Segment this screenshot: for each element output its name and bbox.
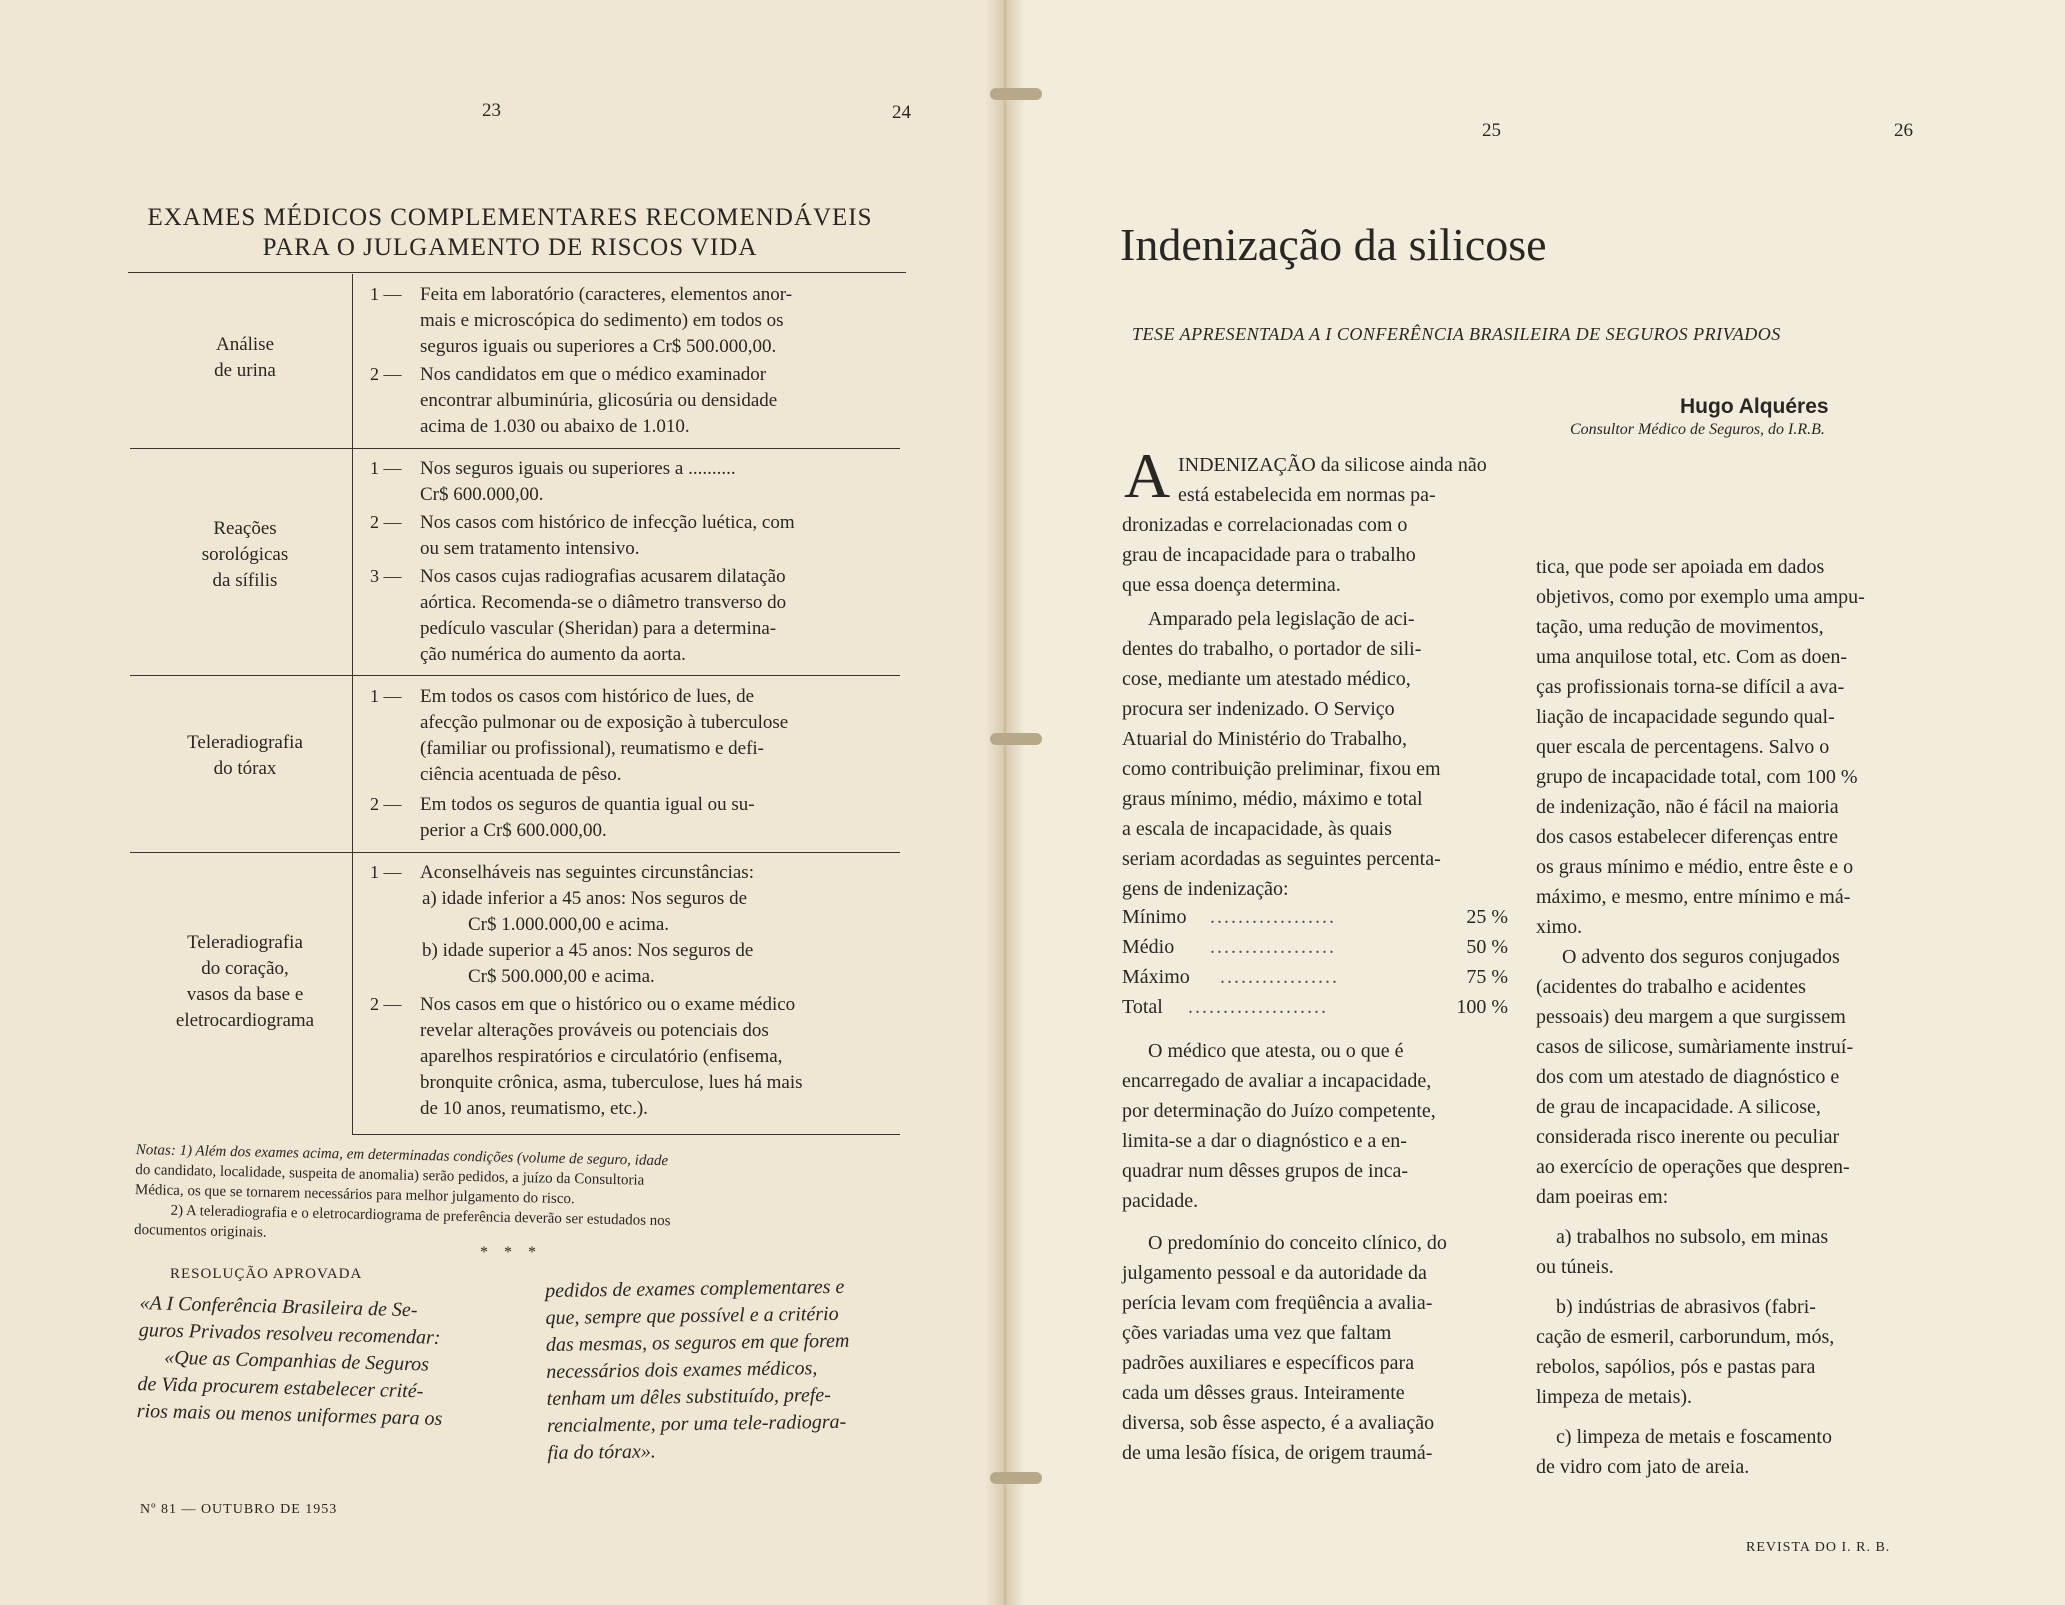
item-line: Feita em laboratório (caracteres, elementos anor-	[420, 284, 793, 305]
table-divider	[352, 274, 353, 1134]
item-text	[420, 684, 900, 788]
text-line: INDENIZAÇÃO da silicose ainda não	[1178, 454, 1487, 476]
binding-stitch	[990, 1472, 1042, 1484]
item-line: Nos candidatos em que o médico examinador	[420, 364, 767, 385]
scale-value: 25 %	[1466, 906, 1508, 928]
text-line: que essa doença determina.	[1122, 574, 1341, 596]
item-line: Nos casos em que o histórico ou o exame médico	[420, 994, 796, 1015]
item-number: 1 —	[370, 686, 402, 706]
text-line: procura ser indenizado. O Serviço	[1122, 698, 1395, 720]
resolution-line: «Que as Companhias de Seguros	[163, 1346, 430, 1376]
text-line: Atuarial do Ministério do Trabalho,	[1122, 728, 1407, 750]
text-line: cação de esmeril, carborundum, mós,	[1536, 1326, 1835, 1348]
text-line: dentes do trabalho, o portador de sili-	[1122, 638, 1422, 660]
text-line: limita-se a dar o diagnóstico e a en-	[1122, 1130, 1407, 1152]
item-line: bronquite crônica, asma, tuberculose, lues há mais	[420, 1072, 803, 1093]
item-number: 2 —	[370, 794, 402, 814]
item-line: revelar alterações prováveis ou potenciais dos	[420, 1020, 769, 1041]
text-line: pacidade.	[1122, 1190, 1199, 1212]
item-line: Cr$ 600.000,00.	[420, 484, 544, 505]
text-line: rebolos, sapólios, pós e pastas para	[1536, 1356, 1816, 1378]
author-name: Hugo Alquéres	[1680, 395, 1829, 418]
text-line: pessoais) deu margem a que surgissem	[1536, 1006, 1846, 1028]
item-number: 3 —	[370, 566, 402, 586]
author-role: Consultor Médico de Seguros, do I.R.B.	[1570, 421, 1825, 438]
item-line: a) idade inferior a 45 anos: Nos seguros de	[422, 888, 748, 909]
binding-stitch	[990, 88, 1042, 100]
item-text	[420, 510, 900, 562]
text-line: considerada risco inerente ou peculiar	[1536, 1126, 1840, 1148]
item-line: Em todos os seguros de quantia igual ou su-	[420, 794, 755, 815]
text-line: de vidro com jato de areia.	[1536, 1456, 1750, 1478]
scale-label: Mínimo	[1122, 906, 1187, 928]
drop-cap: A	[1124, 440, 1171, 511]
resolution-line: de Vida procurem estabelecer crité-	[137, 1372, 424, 1403]
resolution-line: das mesmas, os seguros em que forem	[545, 1329, 850, 1356]
item-text	[420, 564, 900, 668]
resolution-line: que, sempre que possível e a critério	[545, 1302, 839, 1329]
right-footer: REVISTA DO I. R. B.	[1746, 1540, 1891, 1555]
text-line: limpeza de metais).	[1536, 1386, 1693, 1408]
label-line: sorológicas	[201, 544, 289, 565]
row-label-syphilis	[150, 516, 340, 594]
item-line: b) idade superior a 45 anos: Nos seguros de	[422, 940, 754, 961]
resolution-line: rios mais ou menos uniformes para os	[136, 1399, 443, 1430]
section-rule	[130, 448, 900, 449]
text-line: de uma lesão física, de origem traumá-	[1122, 1442, 1433, 1464]
text-line: objetivos, como por exemplo uma ampu-	[1536, 586, 1865, 608]
left-heading-line1: EXAMES MÉDICOS COMPLEMENTARES RECOMENDÁVEIS	[147, 204, 873, 231]
table-top-rule	[128, 272, 906, 273]
text-line: cose, mediante um atestado médico,	[1122, 668, 1411, 690]
note-line: do candidato, localidade, suspeita de anomalia) serão pedidos, a juízo da Consultoria	[135, 1161, 645, 1189]
row-label-chest-xray	[150, 730, 340, 782]
item-text	[420, 362, 900, 440]
label-line: do coração,	[201, 958, 289, 979]
item-line: ciência acentuada de pêso.	[420, 764, 622, 785]
text-line: b) indústrias de abrasivos (fabri-	[1556, 1296, 1816, 1318]
item-number: 2 —	[370, 994, 402, 1014]
page-number: 23	[482, 100, 501, 121]
item-number: 2 —	[370, 512, 402, 532]
text-line: Amparado pela legislação de aci-	[1148, 608, 1415, 630]
label-line: Teleradiografia	[187, 932, 303, 953]
resolution-heading: RESOLUÇÃO APROVADA	[170, 1266, 363, 1282]
item-line: afecção pulmonar ou de exposição à tuberculose	[420, 712, 789, 733]
text-line: quadrar num dêsses grupos de inca-	[1122, 1160, 1409, 1182]
item-line: Nos seguros iguais ou superiores a ..........	[420, 458, 736, 479]
scale-row	[1122, 906, 1508, 929]
item-text	[420, 282, 900, 360]
item-line: (familiar ou profissional), reumatismo e defi-	[420, 738, 765, 759]
scale-value: 50 %	[1466, 936, 1508, 958]
item-line: de 10 anos, reumatismo, etc.).	[420, 1098, 648, 1119]
scale-value: 100 %	[1456, 996, 1508, 1018]
note-line: documentos originais.	[133, 1221, 267, 1241]
label-line: de urina	[214, 360, 276, 381]
resolution-line: «A I Conferência Brasileira de Se-	[139, 1291, 418, 1322]
col1-body	[1122, 510, 1508, 904]
item-line: Em todos os casos com histórico de lues, de	[420, 686, 755, 707]
col1-continued	[1122, 1036, 1508, 1468]
text-line: está estabelecida em normas pa-	[1178, 484, 1436, 506]
label-line: vasos da base e	[186, 984, 304, 1005]
text-line: encarregado de avaliar a incapacidade,	[1122, 1070, 1432, 1092]
table-bottom-rule	[352, 1134, 900, 1135]
label-line: da sífilis	[212, 570, 278, 591]
text-line: liação de incapacidade segundo qual-	[1536, 706, 1835, 728]
binding-gutter	[985, 0, 1025, 1605]
item-line: mais e microscópica do sedimento) em todos os	[420, 310, 784, 331]
section-rule	[130, 852, 900, 853]
text-line: a escala de incapacidade, às quais	[1122, 818, 1392, 840]
text-line: grupo de incapacidade total, com 100 %	[1536, 766, 1858, 788]
scale-label: Médio	[1122, 936, 1175, 958]
text-line: ximo.	[1536, 916, 1583, 938]
item-text	[420, 456, 900, 508]
item-line: Nos casos com histórico de infecção luética, com	[420, 512, 795, 533]
text-line: máximo, e mesmo, entre mínimo e má-	[1536, 886, 1851, 908]
item-number: 2 —	[370, 364, 402, 384]
row-label-urine	[150, 332, 340, 384]
item-number: 1 —	[370, 284, 402, 304]
item-line: Cr$ 500.000,00 e acima.	[468, 966, 655, 987]
resolution-col2	[545, 1273, 908, 1467]
text-line: casos de silicose, sumàriamente instruí-	[1536, 1036, 1854, 1058]
text-line: dam poeiras em:	[1536, 1186, 1669, 1208]
item-line: ção numérica do aumento da aorta.	[420, 644, 686, 665]
item-line: encontrar albuminúria, glicosúria ou densidade	[420, 390, 778, 411]
text-line: por determinação do Juízo competente,	[1122, 1100, 1436, 1122]
text-line: dos com um atestado de diagnóstico e	[1536, 1066, 1840, 1088]
notes	[134, 1140, 906, 1256]
section-stars: * * *	[480, 1244, 542, 1261]
resolution-line: fia do tórax».	[547, 1440, 656, 1464]
item-number: 1 —	[370, 862, 402, 882]
left-heading-line2: PARA O JULGAMENTO DE RISCOS VIDA	[262, 234, 758, 261]
leader-dots: ..................	[1210, 936, 1336, 958]
label-line: eletrocardiograma	[175, 1010, 315, 1031]
text-line: ou túneis.	[1536, 1256, 1614, 1278]
page-number: 26	[1894, 120, 1913, 141]
note-line: Notas: 1) Além dos exames acima, em determinadas condições (volume de seguro, idade	[135, 1141, 669, 1170]
section-rule	[130, 675, 900, 676]
article-subtitle: TESE APRESENTADA A I CONFERÊNCIA BRASILEIRA DE SEGUROS PRIVADOS	[1132, 324, 1781, 344]
text-line: (acidentes do trabalho e acidentes	[1536, 976, 1806, 998]
resolution-line: tenham um dêles substituído, prefe-	[546, 1384, 832, 1410]
col1-intro	[1178, 450, 1508, 510]
text-line: quer escala de percentagens. Salvo o	[1536, 736, 1830, 758]
label-line: Reações	[213, 518, 277, 539]
note-line: 2) A teleradiografia e o eletrocardiograma de preferência deverão ser estudados nos	[170, 1202, 671, 1230]
label-line: Teleradiografia	[187, 732, 303, 753]
text-line: grau de incapacidade para o trabalho	[1122, 544, 1416, 566]
text-line: O médico que atesta, ou o que é	[1148, 1040, 1404, 1062]
text-line: padrões auxiliares e específicos para	[1122, 1352, 1415, 1374]
text-line: de grau de incapacidade. A silicose,	[1536, 1096, 1821, 1118]
text-line: a) trabalhos no subsolo, em minas	[1556, 1226, 1829, 1248]
item-line: pedículo vascular (Sheridan) para a determina-	[420, 618, 777, 639]
resolution-line: guros Privados resolveu recomendar:	[138, 1318, 441, 1349]
resolution-line: necessários dois exames médicos,	[546, 1357, 818, 1383]
scale-label: Total	[1122, 996, 1163, 1018]
article-title: Indenização da silicose	[1120, 219, 1547, 270]
item-text	[420, 792, 900, 844]
text-line: como contribuição preliminar, fixou em	[1122, 758, 1441, 780]
text-line: perícia levam com freqüência a avalia-	[1122, 1292, 1433, 1314]
text-line: tica, que pode ser apoiada em dados	[1536, 556, 1825, 578]
resolution-col1	[136, 1290, 499, 1434]
text-line: uma anquilose total, etc. Com as doen-	[1536, 646, 1848, 668]
text-line: os graus mínimo e médio, entre êste e o	[1536, 856, 1854, 878]
scale-label: Máximo	[1122, 966, 1190, 988]
row-label-heart-xray	[140, 930, 350, 1034]
scale-row	[1122, 966, 1508, 989]
scale-row	[1122, 936, 1508, 959]
text-line: cada um dêsses graus. Inteiramente	[1122, 1382, 1405, 1404]
text-line: seriam acordadas as seguintes percenta-	[1122, 848, 1441, 870]
col2-body	[1536, 552, 1922, 1482]
text-line: tação, uma redução de movimentos,	[1536, 616, 1824, 638]
leader-dots: ..................	[1210, 906, 1336, 928]
text-line: ções variadas uma vez que faltam	[1122, 1322, 1392, 1344]
item-line: Nos casos cujas radiografias acusarem dilatação	[420, 566, 786, 587]
item-line: aórtica. Recomenda-se o diâmetro transverso do	[420, 592, 787, 613]
item-line: seguros iguais ou superiores a Cr$ 500.000,00.	[420, 336, 777, 357]
text-line	[1122, 1216, 1508, 1228]
item-text	[420, 992, 900, 1122]
resolution-line: rencialmente, por uma tele-radiogra-	[546, 1410, 847, 1437]
text-line: dos casos estabelecer diferenças entre	[1536, 826, 1839, 848]
item-line: Cr$ 1.000.000,00 e acima.	[468, 914, 670, 935]
scale-value: 75 %	[1466, 966, 1508, 988]
left-footer: Nº 81 — OUTUBRO DE 1953	[140, 1502, 338, 1517]
text-line: de indenização, não é fácil na maioria	[1536, 796, 1839, 818]
text-line: c) limpeza de metais e foscamento	[1556, 1426, 1832, 1448]
text-line: ao exercício de operações que despren-	[1536, 1156, 1850, 1178]
text-line: dronizadas e correlacionadas com o	[1122, 514, 1408, 536]
label-line: Análise	[215, 334, 275, 355]
leader-dots: ....................	[1188, 996, 1328, 1018]
item-line: Aconselháveis nas seguintes circunstâncias:	[420, 862, 754, 883]
item-line: aparelhos respiratórios e circulatório (enfisema,	[420, 1046, 783, 1067]
text-line: diversa, sob êsse aspecto, é a avaliação	[1122, 1412, 1435, 1434]
item-number: 1 —	[370, 458, 402, 478]
label-line: do tórax	[213, 758, 277, 779]
text-line: graus mínimo, médio, máximo e total	[1122, 788, 1423, 810]
note-line: Médica, os que se tornarem necessários para melhor julgamento do risco.	[134, 1181, 575, 1208]
page-number: 24	[892, 102, 911, 123]
resolution-line: pedidos de exames complementares e	[545, 1275, 845, 1302]
item-line: ou sem tratamento intensivo.	[420, 538, 640, 559]
item-text	[420, 860, 900, 990]
page-number: 25	[1482, 120, 1501, 141]
scale-row	[1122, 996, 1508, 1019]
item-line: acima de 1.030 ou abaixo de 1.010.	[420, 416, 690, 437]
text-line: ças profissionais torna-se difícil a ava-	[1536, 676, 1845, 698]
binding-stitch	[990, 733, 1042, 745]
item-line: perior a Cr$ 600.000,00.	[420, 820, 607, 841]
text-line: O predomínio do conceito clínico, do	[1148, 1232, 1447, 1254]
text-line: gens de indenização:	[1122, 878, 1289, 900]
text-line: O advento dos seguros conjugados	[1562, 946, 1840, 968]
text-line: julgamento pessoal e da autoridade da	[1122, 1262, 1427, 1284]
leader-dots: .................	[1220, 966, 1339, 988]
